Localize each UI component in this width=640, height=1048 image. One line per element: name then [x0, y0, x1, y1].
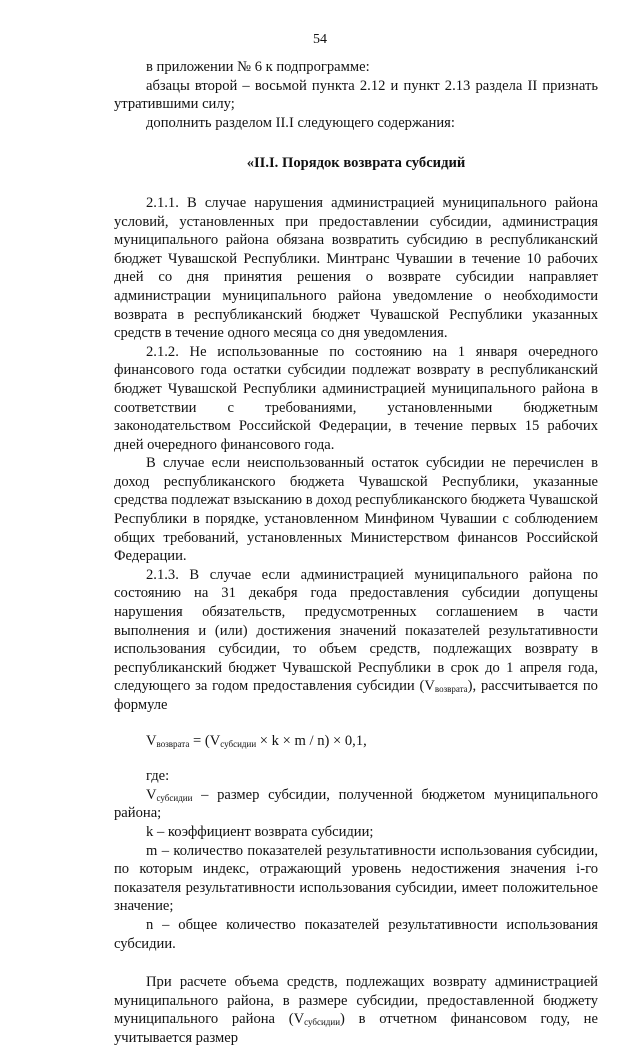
- paragraph-2-1-2: 2.1.2. Не использованные по состоянию на 1 января очередного финансового года остатки субсидии подлежат возврату в республиканский бюджет Чувашской Республики администрацией муниципального района в соответствии с требованиями, установленными бюджетным законодательством Российской Федерации, в течение первых 15 рабочих дней очередного финансового года.: [114, 343, 598, 453]
- intro-line-2: абзацы второй – восьмой пункта 2.12 и пункт 2.13 раздела II признать утратившими силу;: [114, 77, 598, 113]
- definition-v-subscript: субсидии: [156, 792, 193, 803]
- definition-v-symbol: V: [146, 786, 157, 803]
- section-title: «II.I. Порядок возврата субсидий: [246, 155, 466, 172]
- formula-mid: = (V: [189, 732, 221, 749]
- paragraph-2-1-3-tail: ), рассчитывается по формуле: [114, 678, 598, 713]
- intro-line-1: в приложении № 6 к подпрограмме:: [146, 59, 370, 75]
- intro-line-3: дополнить разделом II.I следующего содержания:: [146, 114, 455, 131]
- definition-v-text: – размер субсидии, полученной бюджетом муниципального района;: [114, 786, 598, 822]
- formula-v: V: [146, 732, 157, 749]
- paragraph-2-1-1: 2.1.1. В случае нарушения администрацией муниципального района условий, установленных при предоставлении субсидии, администрация муниципального района обязана возвратить субсидию в республиканский бюджет Чувашской Республики. Минтранс Чувашии в течение 10 рабочих дней со дня принятия решения о возврате субсидии направляет администрации муниципального района уведомление о необходимости возврата в республиканский бюджет Чувашской Республики указанных средств в течение одного месяца со дня уведомления.: [114, 194, 598, 342]
- formula-rest: × k × m / n) × 0,1,: [256, 732, 367, 749]
- final-tail: ) в отчетном финансовом году, не учитывается размер: [114, 1011, 598, 1046]
- formula-sub-subsidy: субсидии: [220, 738, 257, 749]
- final-subscript: субсидии: [304, 1017, 341, 1028]
- final-text: При расчете объема средств, подлежащих возврату администрацией муниципального района, в размере субсидии, предоставленной бюджету муниципального района (V: [114, 974, 598, 1028]
- where-label: где:: [146, 768, 170, 785]
- definition-k: k – коэффициент возврата субсидии;: [146, 823, 374, 840]
- v-return-subscript: возврата: [434, 684, 468, 695]
- definition-v: [114, 786, 598, 823]
- page-number: 54: [313, 32, 327, 47]
- final-paragraph: [114, 973, 598, 1047]
- paragraph-2-1-2-b: В случае если неиспользованный остаток субсидии не перечислен в доход республиканского бюджета Чувашской Республики, указанные средства подлежат взысканию в доход республиканского бюджета Чувашской Республики в порядке, установленном Минфином Чувашии с соблюдением общих требований, установленных Министерством финансов Российской Федерации.: [114, 455, 599, 565]
- paragraph-2-1-3-text: 2.1.3. В случае если администрацией муниципального района по состоянию на 31 декабря года предоставления субсидии допущены нарушения обязательств, предусмотренных соглашением в части выполнения и (или) достижения значений показателей результативности использования субсидии, то объем средств, подлежащих возврату в республиканский бюджет Чувашской Республики в срок до 1 апреля года, следующего за годом предоставления субсидии (V: [114, 566, 598, 695]
- formula: [114, 732, 598, 751]
- definition-n: n – общее количество показателей результативности использования субсидии.: [114, 916, 598, 952]
- formula-sub-return: возврата: [156, 738, 190, 749]
- paragraph-2-1-3: [114, 566, 598, 715]
- document-body: [114, 58, 598, 1048]
- definition-m: m – количество показателей результативности использования субсидии, по которым индекс, отражающий уровень недостижения значения i-го показателя результативности использования субсидии, имеет положительное значение;: [114, 842, 598, 915]
